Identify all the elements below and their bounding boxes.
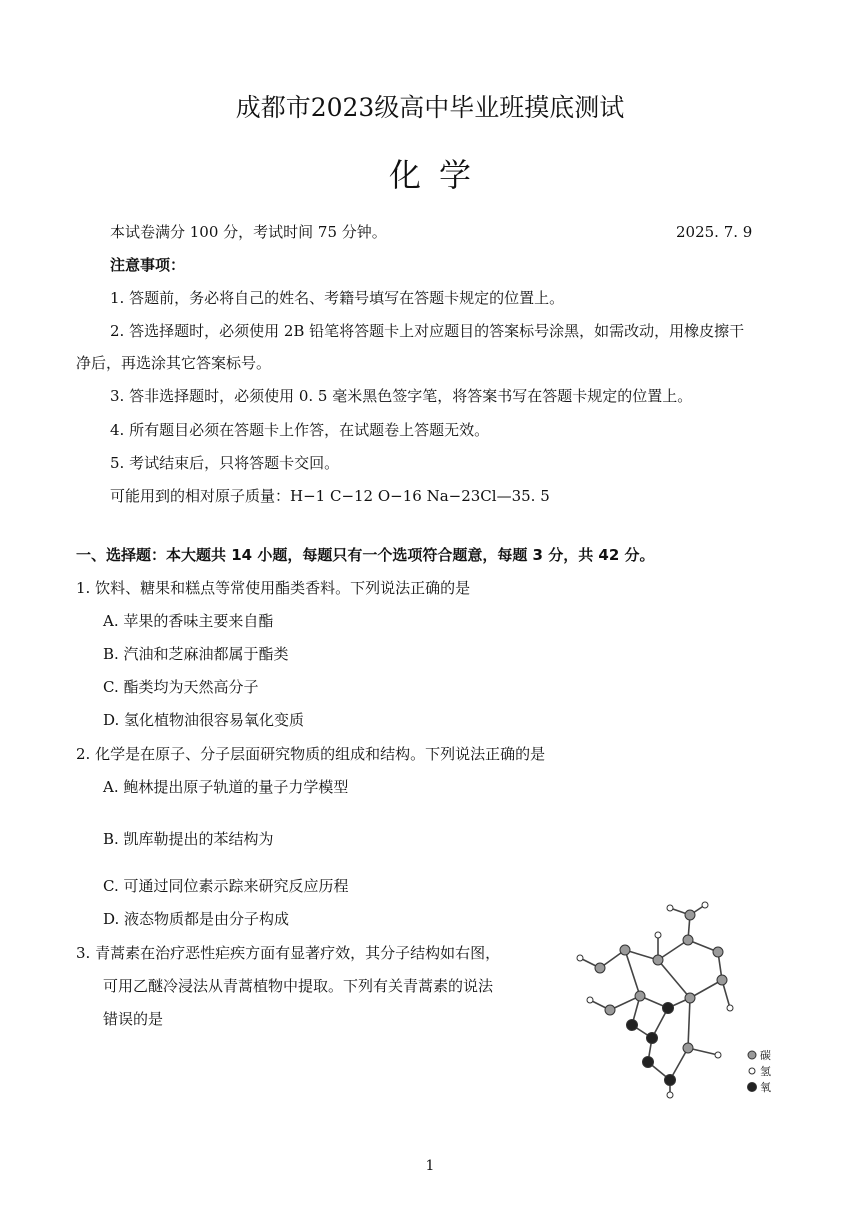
hydrogen-legend-icon — [749, 1068, 755, 1074]
question-stem: 2. 化学是在原子、分子层面研究物质的组成和结构。下列说法正确的是 — [76, 745, 546, 763]
option-b: B. 凯库勒提出的苯结构为 — [103, 830, 274, 848]
carbon-legend-icon — [748, 1051, 756, 1059]
exam-intro: 本试卷满分 100 分，考试时间 75 分钟。 — [110, 223, 387, 241]
option-d: D. 氢化植物油很容易氧化变质 — [103, 711, 305, 729]
option-c: C. 酯类均为天然高分子 — [103, 678, 259, 696]
option-a: A. 苹果的香味主要来自酯 — [103, 612, 274, 630]
page-number: 1 — [425, 1158, 435, 1174]
section-heading: 一、选择题：本大题共 14 小题，每题只有一个选项符合题意，每题 3 分，共 42 分。 — [76, 546, 655, 564]
oxygen-legend-icon — [748, 1083, 757, 1092]
molecule-legend — [748, 1048, 772, 1094]
artemisinin-molecule-figure — [540, 900, 780, 1100]
legend-label: 氢 — [760, 1065, 771, 1078]
question-stem: 1. 饮料、糖果和糕点等常使用酯类香料。下列说法正确的是 — [76, 579, 471, 597]
notice-item: 3. 答非选择题时，必须使用 0. 5 毫米黑色签字笔，将答案书写在答题卡规定的位置上。 — [110, 387, 693, 405]
notice-item: 2. 答选择题时，必须使用 2B 铅笔将答题卡上对应题目的答案标号涂黑，如需改动，用橡皮擦干 — [110, 322, 745, 340]
option-a: A. 鲍林提出原子轨道的量子力学模型 — [103, 778, 349, 796]
option-d: D. 液态物质都是由分子构成 — [103, 910, 290, 928]
legend-label: 氧 — [760, 1081, 771, 1094]
notice-heading: 注意事项： — [110, 256, 186, 274]
question-stem: 错误的是 — [103, 1010, 164, 1028]
legend-label: 碳 — [760, 1049, 771, 1062]
subject-title: 化学 — [388, 156, 489, 194]
notice-item: 5. 考试结束后，只将答题卡交回。 — [110, 454, 340, 472]
atomic-masses: 可能用到的相对原子质量：H−1 C−12 O−16 Na−23Cl—35. 5 — [110, 487, 550, 505]
notice-item: 1. 答题前，务必将自己的姓名、考籍号填写在答题卡规定的位置上。 — [110, 289, 565, 307]
notice-item: 4. 所有题目必须在答题卡上作答，在试题卷上答题无效。 — [110, 421, 490, 439]
notice-item: 净后，再选涂其它答案标号。 — [76, 354, 272, 372]
option-b: B. 汽油和芝麻油都属于酯类 — [103, 645, 289, 663]
exam-title: 成都市2023级高中毕业班摸底测试 — [235, 93, 625, 122]
question-stem: 3. 青蒿素在治疗恶性疟疾方面有显著疗效，其分子结构如右图， — [76, 944, 501, 962]
option-c: C. 可通过同位素示踪来研究反应历程 — [103, 877, 349, 895]
question-stem: 可用乙醚冷浸法从青蒿植物中提取。下列有关青蒿素的说法 — [103, 977, 494, 995]
exam-date: 2025. 7. 9 — [676, 223, 753, 241]
